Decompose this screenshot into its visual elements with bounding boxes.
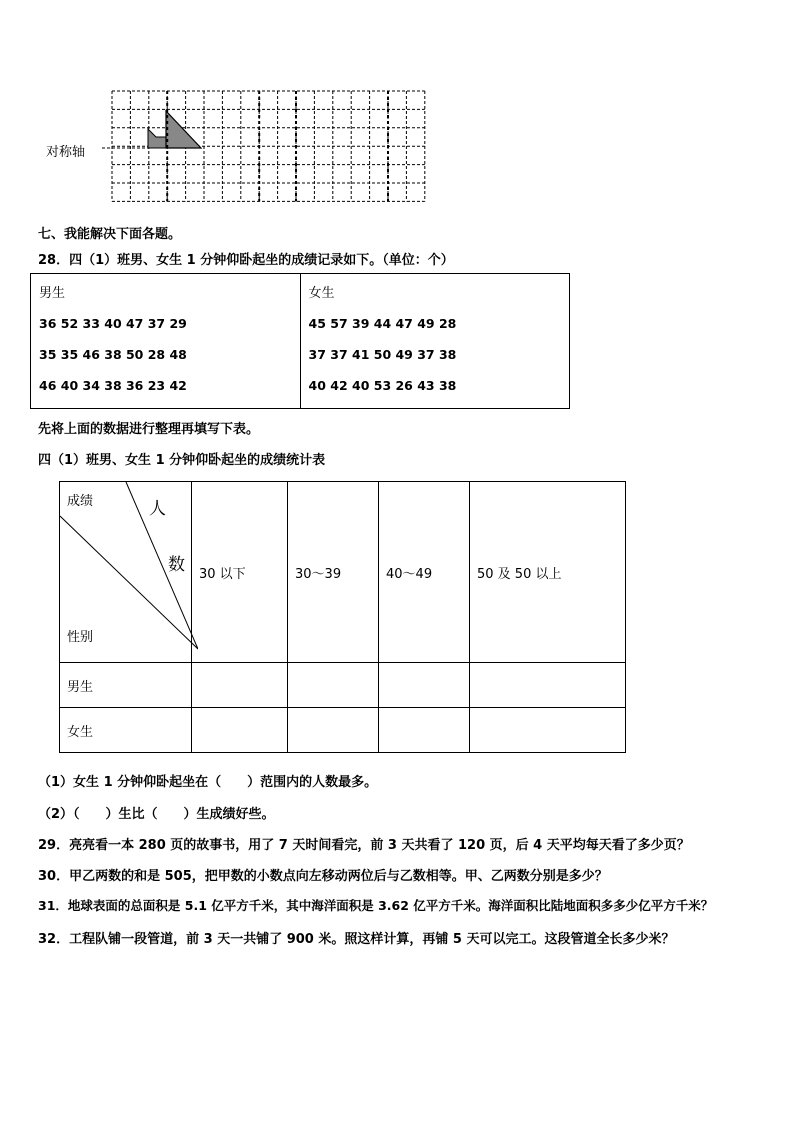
question-28: 28．四（1）班男、女生 1 分钟仰卧起坐的成绩记录如下。（单位：个）	[38, 253, 454, 268]
corner-ren: 人	[149, 499, 166, 519]
boys-data-cell	[31, 274, 301, 409]
corner-cell	[60, 482, 192, 663]
girls-row-3: 40 42 40 53 26 43 38	[308, 378, 457, 393]
col-header-1: 30 以下	[192, 482, 288, 663]
triangle-shape	[166, 111, 201, 148]
corner-score: 成绩	[67, 494, 94, 509]
boys-row-2: 35 35 46 38 50 28 48	[39, 347, 187, 362]
answer-cell[interactable]	[288, 708, 379, 753]
raw-data-table	[30, 273, 570, 409]
corner-gender: 性别	[67, 630, 94, 645]
row-header-girls: 女生	[60, 708, 192, 753]
answer-cell[interactable]	[470, 663, 626, 708]
girls-row-1: 45 57 39 44 47 49 28	[308, 316, 457, 331]
boys-row-3: 46 40 34 38 36 23 42	[39, 378, 187, 393]
section-title: 七、我能解决下面各题。	[38, 227, 182, 242]
boys-header: 男生	[39, 286, 66, 301]
instruction: 先将上面的数据进行整理再填写下表。	[38, 422, 260, 437]
answer-cell[interactable]	[470, 708, 626, 753]
col-header-3: 40～49	[379, 482, 470, 663]
sub-question-1: （1）女生 1 分钟仰卧起坐在（ ）范围内的人数最多。	[38, 775, 378, 790]
question-31: 31．地球表面的总面积是 5.1 亿平方千米，其中海洋面积是 3.62 亿平方千米。海洋面积比陆地面积多多少亿平方千米？	[38, 898, 714, 913]
answer-cell[interactable]	[288, 663, 379, 708]
grid-figure	[100, 85, 435, 210]
girls-data-cell	[300, 274, 570, 409]
question-30: 30．甲乙两数的和是 505，把甲数的小数点向左移动两位后与乙数相等。甲、乙两数分别是多少？	[38, 869, 608, 884]
answer-cell[interactable]	[379, 663, 470, 708]
col-header-2: 30～39	[288, 482, 379, 663]
question-32: 32．工程队铺一段管道，前 3 天一共铺了 900 米。照这样计算，再铺 5 天可以完工。这段管道全长多少米？	[38, 932, 675, 947]
girls-row-2: 37 37 41 50 49 37 38	[308, 347, 457, 362]
answer-cell[interactable]	[379, 708, 470, 753]
answer-cell[interactable]	[192, 708, 288, 753]
answer-cell[interactable]	[192, 663, 288, 708]
sub-question-2: （2）（ ）生比（ ）生成绩好些。	[38, 807, 275, 822]
stat-table	[59, 481, 626, 753]
corner-shu: 数	[168, 555, 185, 575]
boys-row-1: 36 52 33 40 47 37 29	[39, 316, 187, 331]
symmetry-axis-label: 对称轴	[46, 145, 86, 160]
stat-table-title: 四（1）班男、女生 1 分钟仰卧起坐的成绩统计表	[38, 453, 326, 468]
question-29: 29．亮亮看一本 280 页的故事书，用了 7 天时间看完，前 3 天共看了 120 页，后 4 天平均每天看了多少页？	[38, 838, 690, 853]
row-header-boys: 男生	[60, 663, 192, 708]
girls-header: 女生	[308, 286, 335, 301]
col-header-4: 50 及 50 以上	[470, 482, 626, 663]
